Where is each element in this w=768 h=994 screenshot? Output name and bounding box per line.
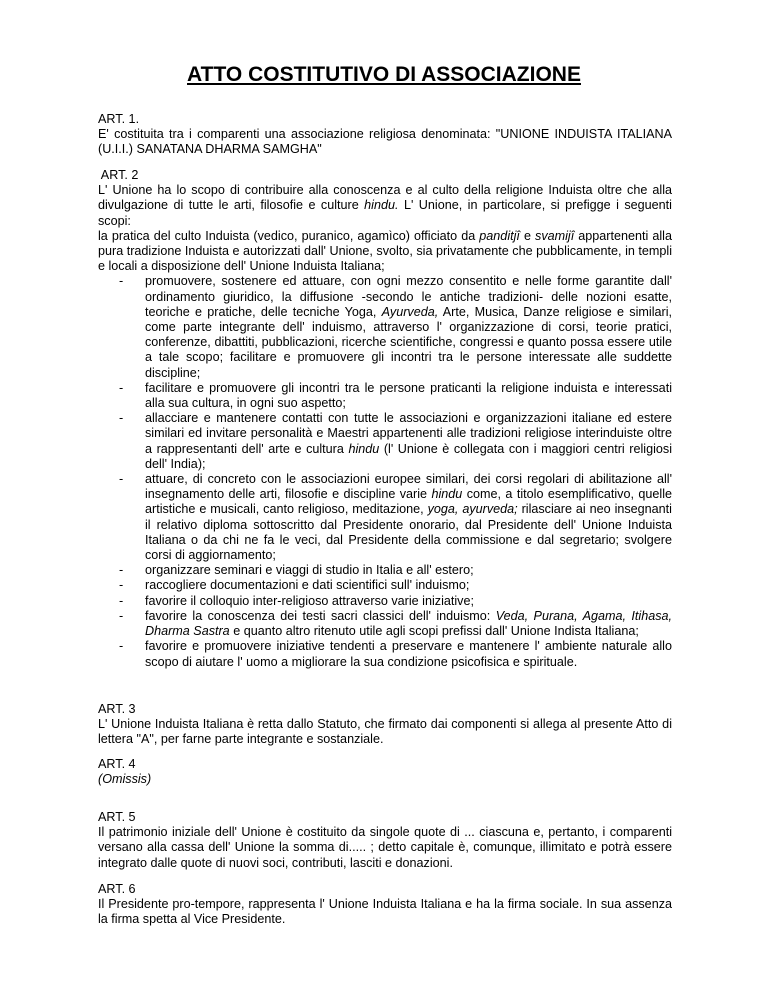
item-text: allacciare e mantenere contatti con tutte le associazioni e organizzazioni italiane ed estere similari ed invitare personalità e Maestri appartenenti alle tradizioni religiose interinduiste oltre a rappresentanti dell' arte e cultura	[145, 411, 672, 456]
list-item: - favorire e promuovere iniziative tendenti a preservare e mantenere l' ambiente naturale allo scopo di aiutare l' uomo a migliorare la sua condizione psicofisica e spirituale.	[98, 639, 672, 669]
article-6-heading: ART. 6	[98, 882, 136, 896]
article-1-heading: ART. 1.	[98, 112, 140, 126]
item-text-2: (l' Unione è collegata con i maggiori centri religiosi dell' India);	[145, 441, 672, 471]
list-item: - raccogliere documentazioni e dati scientifici sull' induismo;	[98, 578, 672, 593]
item-text-3: rilasciare ai neo insegnanti il relativo diploma sottoscritto dal Presidente onorario, dal Presidente dell' Unione Induista Italiana o da chi ne fa le veci, dal Presidente della commissione e dal segretario; svolgere corsi di aggiornamento;	[145, 502, 672, 563]
article-3-text: L' Unione Induista Italiana è retta dallo Statuto, che firmato dai componenti si allega al presente Atto di lettera "A", per farne parte integrante e sostanziale.	[98, 717, 672, 747]
cult-text-2: e	[519, 228, 536, 243]
list-item: - facilitare e promuovere gli incontri tra le persone praticanti la religione induista e interessati alla sua cultura, in ogni suo aspetto;	[98, 381, 672, 411]
article-4-omissis: (Omissis)	[98, 772, 152, 787]
article-4-heading: ART. 4	[98, 757, 136, 771]
item-text: attuare, di concreto con le associazioni europee similari, dei corsi regolari di abilitazione all' insegnamento delle arti, filosofie e discipline varie	[145, 472, 672, 502]
article-3	[98, 702, 672, 748]
article-2-intro-emphasis: hindu.	[364, 198, 399, 213]
item-emphasis: Veda, Purana, Agama, Itihasa, Dharma Sastra	[145, 608, 673, 639]
cult-emphasis-1: panditjî	[479, 228, 520, 243]
article-2-intro-text: L' Unione ha lo scopo di contribuire alla conoscenza e al culto della religione Induista oltre che alla divulgazione di tutte le arti, filosofie e culture	[98, 183, 672, 213]
item-emphasis: Ayurveda,	[381, 304, 439, 319]
article-5	[98, 810, 672, 871]
list-item: - favorire il colloquio inter-religioso attraverso varie iniziative;	[98, 594, 672, 609]
list-item	[98, 274, 672, 380]
article-2-intro-text-2: L' Unione, in particolare, si prefigge i seguenti scopi:	[98, 198, 672, 228]
article-6-text: Il Presidente pro-tempore, rappresenta l' Unione Induista Italiana e ha la firma sociale. In sua assenza la firma spetta al Vice Presidente.	[98, 897, 672, 927]
cult-text: la pratica del culto Induista (vedico, puranico, agamìco) officiato da	[98, 228, 480, 243]
article-2-intro	[98, 183, 672, 229]
article-2-cult-paragraph	[98, 229, 672, 275]
article-4	[98, 757, 672, 787]
article-1-text: E' costituita tra i comparenti una associazione religiosa denominata: "UNIONE INDUISTA ITALIANA (U.I.I.) SANATANA DHARMA SAMGHA"	[98, 127, 672, 157]
item-emphasis-2: yoga, ayurveda;	[427, 502, 518, 517]
article-6	[98, 882, 672, 928]
item-text-2: Arte, Musica, Danze religiose e similari, come parte integrante dell' induismo, attraverso l' organizzazione di corsi, teorie pratici, conferenze, dibattiti, pubblicazioni, ricerche scientifiche, congressi e quanto possa essere utile a tale scopo; facilitare e promuovere gli incontri tra le persone interessate alle suddette discipline;	[145, 304, 672, 380]
list-item	[98, 609, 672, 639]
item-text: favorire la conoscenza dei testi sacri classici dell' induismo:	[145, 608, 496, 623]
item-text-2: come, a titolo esemplificativo, quelle artistiche e musicali, canto religioso, meditazione,	[145, 487, 672, 517]
article-2-heading: ART. 2	[98, 168, 139, 182]
cult-text-3: appartenenti alla pura tradizione Induista e autorizzati dall' Unione, svolto, sia privatamente che pubblicamente, in templi e locali a disposizione dell' Unione Induista Italiana;	[98, 228, 672, 274]
article-5-text: Il patrimonio iniziale dell' Unione è costituito da singole quote di ... ciascuna e, pertanto, i comparenti versano alla cassa dell' Unione la somma di..... ; detto capitale è, comunque, illimitato e potrà essere integrato dalle quote di nuovi soci, contributi, lasciti e donazioni.	[98, 825, 672, 870]
list-item	[98, 411, 672, 472]
cult-emphasis-2: svamijî	[535, 228, 575, 243]
list-item	[98, 472, 672, 563]
article-4-text	[98, 772, 672, 787]
article-2	[98, 168, 672, 670]
article-1	[98, 112, 672, 158]
article-5-heading: ART. 5	[98, 810, 136, 824]
article-3-heading: ART. 3	[98, 702, 136, 716]
list-item: - organizzare seminari e viaggi di studio in Italia e all' estero;	[98, 563, 672, 578]
article-2-purposes-list	[98, 274, 672, 669]
item-emphasis: hindu	[348, 441, 380, 456]
item-text-2: e quanto altro ritenuto utile agli scopi prefissi dall' Unione Indista Italiana;	[229, 624, 639, 639]
item-emphasis: hindu	[431, 487, 463, 502]
item-text: promuovere, sostenere ed attuare, con ogni mezzo consentito e nelle forme garantite dall' ordinamento giuridico, la diffusione -secondo le antiche tradizioni- delle nozioni esatte, teoriche e pratiche, delle tecniche Yoga,	[145, 274, 672, 319]
document-title: ATTO COSTITUTIVO DI ASSOCIAZIONE	[187, 63, 581, 86]
